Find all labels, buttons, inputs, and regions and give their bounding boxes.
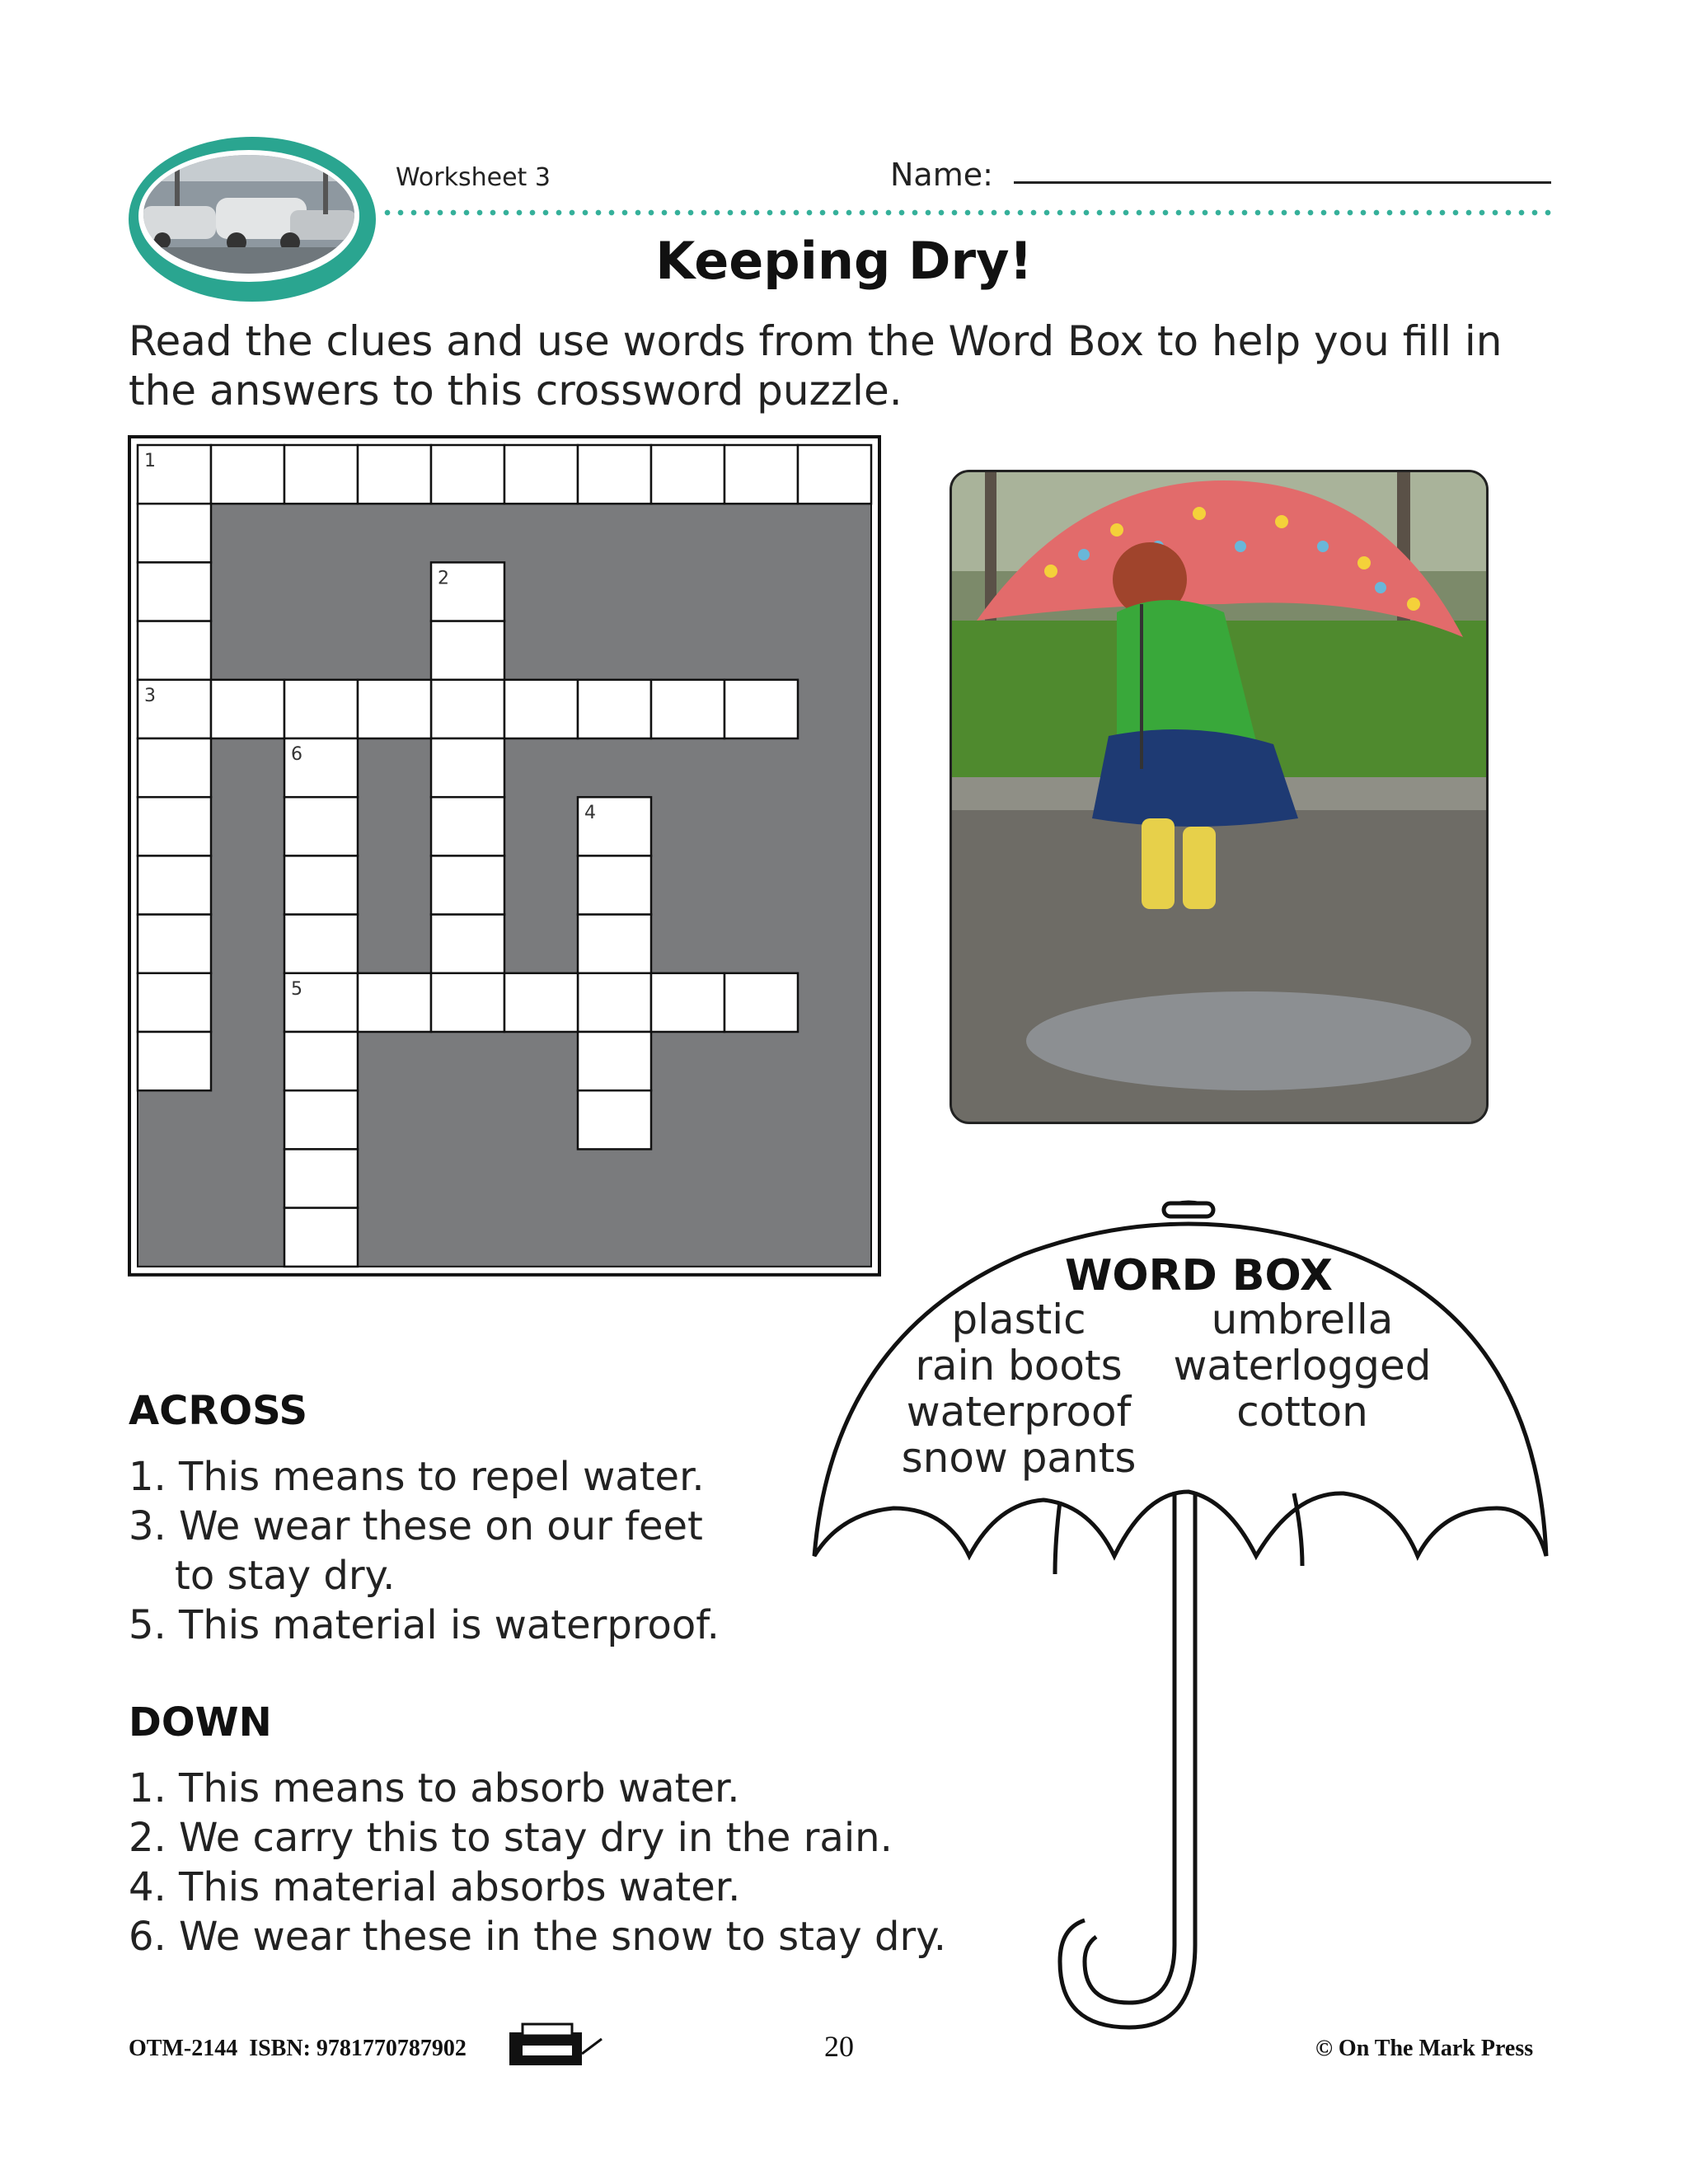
- crossword-cell[interactable]: [284, 1208, 358, 1267]
- down-clue: 4. This material absorbs water.: [129, 1864, 741, 1910]
- word-box-item: cotton: [1236, 1388, 1368, 1436]
- crossword-cell[interactable]: [578, 1090, 651, 1149]
- crossword-cell[interactable]: [284, 680, 358, 738]
- crossword-cell[interactable]: [138, 915, 211, 973]
- crossword-cell[interactable]: [504, 680, 578, 738]
- crossword-cell[interactable]: [651, 973, 724, 1032]
- crossword-grid: [128, 435, 881, 1279]
- page-title: Keeping Dry!: [655, 231, 1033, 291]
- down-heading: DOWN: [129, 1699, 272, 1746]
- crossword-clue-number: 3: [144, 685, 156, 706]
- across-clue: 3. We wear these on our feet: [129, 1503, 703, 1549]
- dotted-divider: [381, 209, 1553, 216]
- crossword-cell[interactable]: [431, 915, 504, 973]
- crossword-cell[interactable]: [578, 445, 651, 504]
- name-input-line[interactable]: [1014, 181, 1551, 184]
- word-box-item: plastic: [951, 1296, 1086, 1343]
- word-box-title: WORD BOX: [1065, 1251, 1333, 1301]
- crossword-cell[interactable]: [504, 973, 578, 1032]
- worksheet-label: Worksheet 3: [396, 163, 551, 192]
- footer-copyright: © On The Mark Press: [1315, 2036, 1534, 2061]
- across-clue: 5. This material is waterproof.: [129, 1602, 720, 1648]
- page-number: 20: [824, 2030, 854, 2063]
- footer-isbn: OTM-2144 ISBN: 9781770787902: [129, 2036, 467, 2061]
- crossword-cell[interactable]: [284, 915, 358, 973]
- crossword-cell[interactable]: [138, 738, 211, 797]
- instructions: Read the clues and use words from the Word Box to help you fill in the answers to this crossword puzzle.: [129, 317, 1503, 415]
- down-clue: 6. We wear these in the snow to stay dry.: [129, 1914, 946, 1960]
- word-box-item: rain boots: [915, 1342, 1123, 1390]
- word-box-item: umbrella: [1211, 1296, 1394, 1343]
- across-heading: ACROSS: [129, 1388, 308, 1434]
- crossword-cell[interactable]: [651, 680, 724, 738]
- crossword-cell[interactable]: [358, 973, 431, 1032]
- crossword-clue-number: 1: [144, 451, 156, 471]
- crossword-cell[interactable]: [358, 445, 431, 504]
- crossword-cell[interactable]: [138, 855, 211, 914]
- crossword-cell[interactable]: [431, 680, 504, 738]
- printer-icon: [506, 2021, 605, 2072]
- crossword-cell[interactable]: [358, 680, 431, 738]
- crossword-clue-number: 2: [438, 568, 449, 589]
- crossword-cell[interactable]: [284, 1149, 358, 1207]
- crossword-cell[interactable]: [504, 445, 578, 504]
- crossword-clue-number: 6: [291, 744, 302, 765]
- crossword-cell[interactable]: [578, 855, 651, 914]
- crossword-cell[interactable]: [138, 797, 211, 855]
- across-clue: 1. This means to repel water.: [129, 1454, 705, 1500]
- crossword-cell[interactable]: [431, 973, 504, 1032]
- crossword-cell[interactable]: [724, 973, 798, 1032]
- crossword-cell[interactable]: [431, 738, 504, 797]
- crossword-cell[interactable]: [431, 445, 504, 504]
- crossword-cell[interactable]: [651, 445, 724, 504]
- crossword-cell[interactable]: [284, 855, 358, 914]
- word-box-item: waterlogged: [1173, 1342, 1432, 1390]
- down-clue: 1. This means to absorb water.: [129, 1765, 740, 1811]
- across-clue: to stay dry.: [175, 1553, 396, 1599]
- crossword-cell[interactable]: [578, 1032, 651, 1090]
- crossword-cell[interactable]: [724, 680, 798, 738]
- crossword-cell[interactable]: [431, 621, 504, 680]
- crossword-cell[interactable]: [431, 797, 504, 855]
- crossword-cell[interactable]: [578, 915, 651, 973]
- word-box-item: snow pants: [901, 1434, 1137, 1482]
- crossword-cell[interactable]: [724, 445, 798, 504]
- crossword-cell[interactable]: [138, 621, 211, 680]
- crossword-cell[interactable]: [138, 562, 211, 621]
- down-clue: 2. We carry this to stay dry in the rain.: [129, 1815, 893, 1861]
- crossword-cell[interactable]: [138, 973, 211, 1032]
- crossword-cell[interactable]: [284, 797, 358, 855]
- crossword-cell[interactable]: [211, 445, 284, 504]
- name-label: Name:: [890, 157, 993, 193]
- photo-girl-with-umbrella: [950, 470, 1489, 1124]
- crossword-cell[interactable]: [798, 445, 871, 504]
- crossword-cell[interactable]: [138, 1032, 211, 1090]
- crossword-cell[interactable]: [284, 1032, 358, 1090]
- crossword-clue-number: 5: [291, 978, 302, 1000]
- crossword-cell[interactable]: [431, 855, 504, 914]
- crossword-cell[interactable]: [578, 680, 651, 738]
- crossword-cell[interactable]: [138, 504, 211, 562]
- crossword-cell[interactable]: [284, 1090, 358, 1149]
- crossword-cell[interactable]: [578, 973, 651, 1032]
- crossword-cell[interactable]: [284, 445, 358, 504]
- word-box-item: waterproof: [906, 1388, 1132, 1436]
- crossword-cell[interactable]: [211, 680, 284, 738]
- crossword-clue-number: 4: [584, 803, 596, 824]
